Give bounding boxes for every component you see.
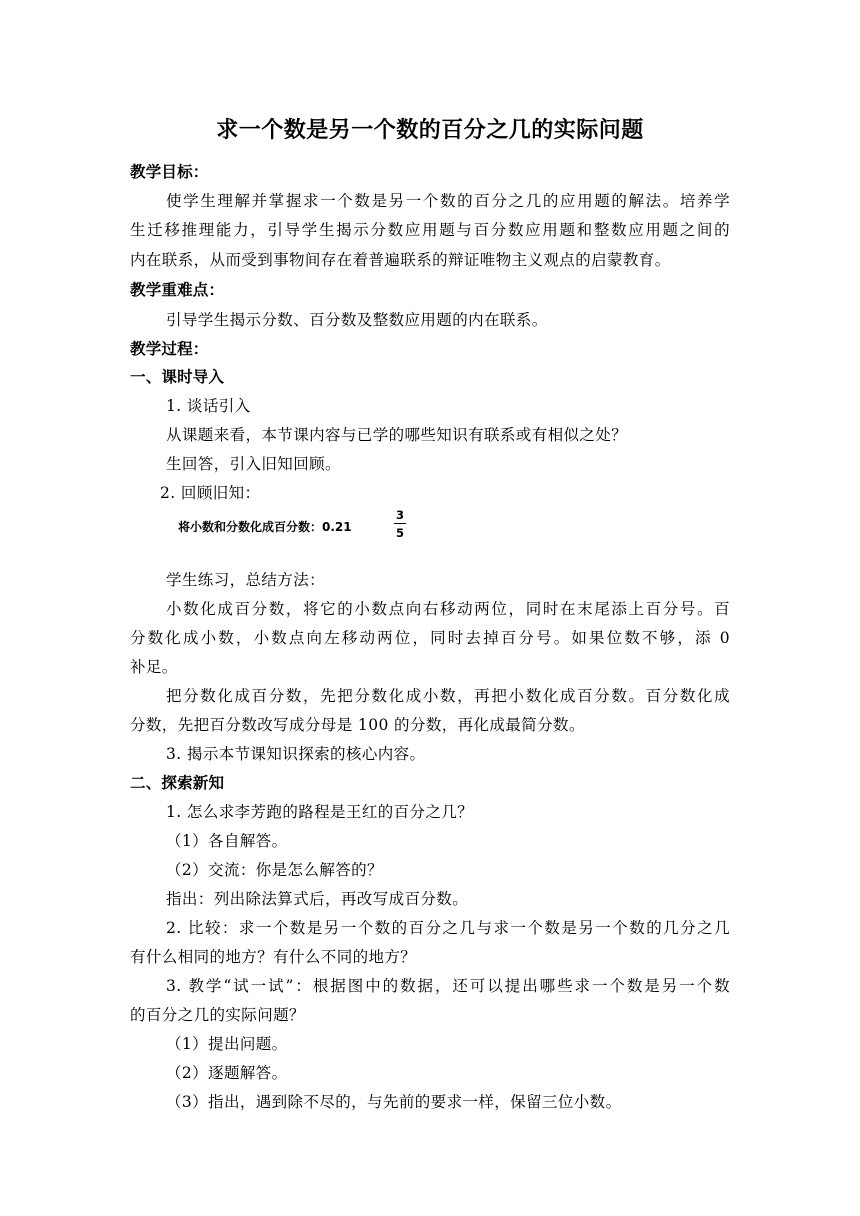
new-2-line-1: 2. 比较：求一个数是另一个数的百分之几与求一个数是另一个数的几分之几 [166, 919, 730, 937]
new-1: 1. 怎么求李芳跑的路程是王红的百分之几？ [166, 803, 474, 821]
item-3: 3. 揭示本节课知识探索的核心内容。 [166, 745, 426, 763]
section-2-heading: 二、探索新知 [130, 774, 225, 792]
new-1-b: （2）交流：你是怎么解答的？ [166, 861, 383, 879]
method-2-line-1: 把分数化成百分数，先把分数化成小数，再把小数化成百分数。百分数化成 [166, 687, 730, 705]
new-3-b: （2）逐题解答。 [166, 1064, 288, 1082]
method-1-line-2: 分数化成小数，小数点向左移动两位，同时去掉百分号。如果位数不够，添 0 [130, 629, 730, 647]
fraction [394, 508, 406, 540]
answer-1: 生回答，引入旧知回顾。 [166, 455, 341, 473]
method-2-line-2: 分数，先把百分数改写成分母是 100 的分数，再化成最简分数。 [130, 716, 585, 734]
key-heading: 教学重难点： [130, 281, 225, 299]
fraction-numerator: 3 [395, 508, 404, 522]
goal-heading: 教学目标： [130, 163, 209, 181]
item-2: 2. 回顾旧知： [160, 484, 261, 502]
new-3-c: （3）指出，遇到除不尽的，与先前的要求一样，保留三位小数。 [166, 1093, 622, 1111]
fraction-denominator: 5 [395, 526, 404, 540]
goal-line-3: 内在联系，从而受到事物间存在着普遍联系的辩证唯物主义观点的启蒙教育。 [130, 251, 671, 269]
item-1: 1. 谈话引入 [166, 397, 251, 415]
goal-line-2: 生迁移推理能力，引导学生揭示分数应用题与百分数应用题和整数应用题之间的 [130, 221, 730, 239]
goal-line-1: 使学生理解并掌握求一个数是另一个数的百分之几的应用题的解法。培养学 [166, 192, 730, 210]
new-2-line-2: 有什么相同的地方？有什么不同的地方？ [130, 948, 417, 966]
section-1-heading: 一、课时导入 [130, 368, 225, 386]
key-line: 引导学生揭示分数、百分数及整数应用题的内在联系。 [166, 311, 548, 329]
process-heading: 教学过程： [130, 340, 209, 358]
new-3-line-1: 3. 教学“试一试”：根据图中的数据，还可以提出哪些求一个数是另一个数 [166, 977, 730, 995]
figure-text: 将小数和分数化成百分数：0.21 [178, 520, 352, 534]
method-1-line-3: 补足。 [130, 658, 178, 676]
new-3-a: （1）提出问题。 [166, 1035, 288, 1053]
new-1-c: 指出：列出除法算式后，再改写成百分数。 [166, 890, 469, 908]
page-title: 求一个数是另一个数的百分之几的实际问题 [216, 118, 644, 143]
practice-line: 学生练习，总结方法： [166, 571, 326, 589]
fraction-bar [394, 523, 406, 524]
new-1-a: （1）各自解答。 [166, 832, 288, 850]
new-3-line-2: 的百分之几的实际问题？ [130, 1006, 305, 1024]
method-1-line-1: 小数化成百分数，将它的小数点向右移动两位，同时在末尾添上百分号。百 [166, 600, 730, 618]
question-1: 从课题来看，本节课内容与已学的哪些知识有联系或有相似之处？ [166, 426, 628, 444]
